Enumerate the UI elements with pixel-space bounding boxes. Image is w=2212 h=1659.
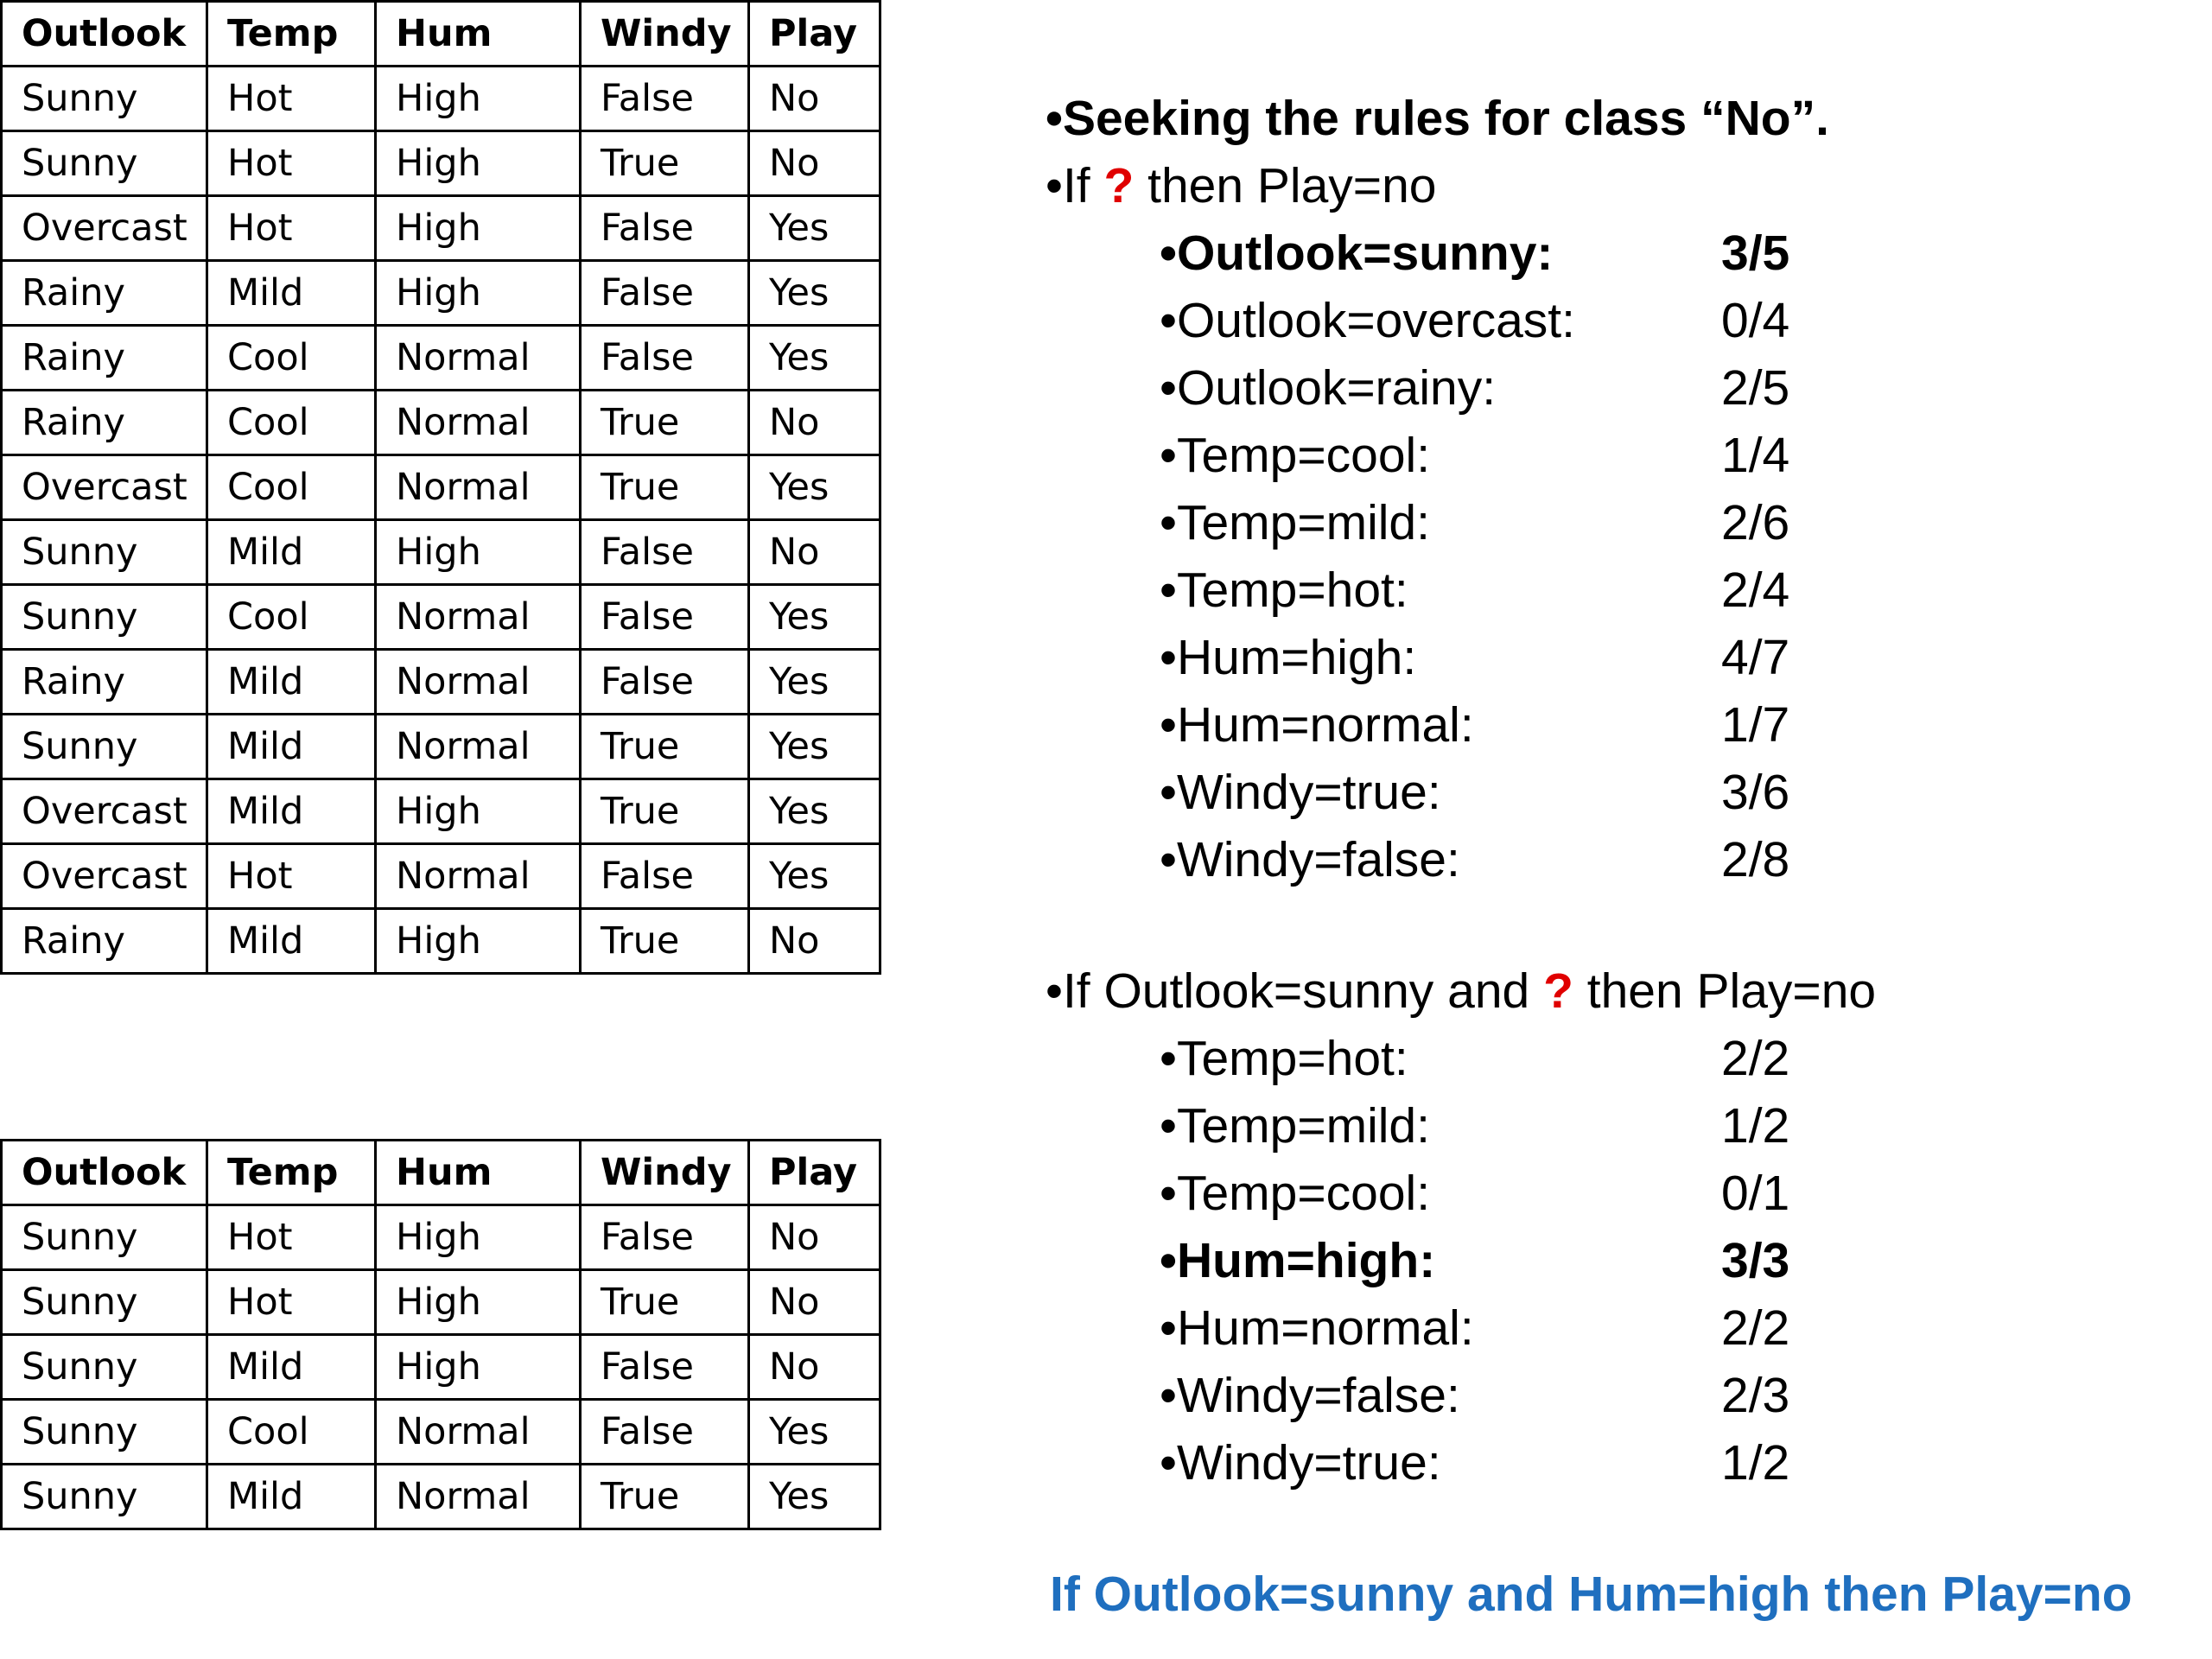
table-cell: High	[376, 1205, 581, 1270]
table-cell: Hot	[207, 131, 376, 196]
candidate-ratio: 2/3	[1721, 1368, 1790, 1423]
rule-step1-heading	[1046, 152, 2186, 219]
weather-table-full	[0, 0, 881, 975]
candidate-condition: •Outlook=rainy:	[1160, 360, 1497, 416]
table-row	[2, 326, 880, 391]
table-cell: Yes	[749, 1400, 880, 1465]
table-header-row	[2, 2, 880, 67]
column-header: Play	[749, 2, 880, 67]
rule-step1-suffix: then Play=no	[1134, 158, 1437, 213]
table-cell: Sunny	[2, 1400, 207, 1465]
table-row	[2, 650, 880, 715]
question-mark: ?	[1103, 158, 1135, 213]
table-row	[2, 715, 880, 779]
weather-table-sunny-subset	[0, 1139, 881, 1530]
table-cell: Cool	[207, 326, 376, 391]
table-cell: Yes	[749, 844, 880, 909]
table-cell: Normal	[376, 715, 581, 779]
candidate-ratio: 2/4	[1721, 563, 1790, 618]
candidate-ratio: 2/2	[1721, 1031, 1790, 1086]
table-row	[2, 520, 880, 585]
table-row	[2, 131, 880, 196]
table-cell: Normal	[376, 585, 581, 650]
rule-step2-candidates	[1046, 1025, 2186, 1497]
table-cell: Yes	[749, 326, 880, 391]
rule-conclusion: If Outlook=sunny and Hum=high then Play=no	[1050, 1567, 2133, 1622]
candidate-condition: •Hum=normal:	[1160, 1300, 1474, 1356]
table-cell: False	[581, 844, 749, 909]
table-row	[2, 779, 880, 844]
table-cell: Sunny	[2, 67, 207, 131]
candidate-condition: •Temp=hot:	[1160, 1031, 1408, 1086]
table-cell: Sunny	[2, 585, 207, 650]
table-cell: Mild	[207, 1335, 376, 1400]
rule-step2-heading	[1046, 957, 2186, 1025]
table-cell: Yes	[749, 196, 880, 261]
table-cell: False	[581, 261, 749, 326]
candidate-ratio: 1/4	[1721, 428, 1790, 483]
rule-candidate	[1046, 1160, 2186, 1227]
rule-candidate	[1046, 1429, 2186, 1497]
table-cell: False	[581, 1335, 749, 1400]
candidate-condition: •Windy=false:	[1160, 832, 1460, 887]
column-header: Temp	[207, 2, 376, 67]
table-cell: High	[376, 1270, 581, 1335]
table-cell: Hot	[207, 196, 376, 261]
table-cell: False	[581, 1400, 749, 1465]
candidate-condition: •Hum=normal:	[1160, 697, 1474, 753]
table-cell: Hot	[207, 1205, 376, 1270]
candidate-ratio: 1/2	[1721, 1435, 1790, 1491]
table-cell: No	[749, 909, 880, 974]
candidate-condition: •Hum=high:	[1160, 1233, 1436, 1288]
rule-candidate	[1046, 1092, 2186, 1160]
table-cell: True	[581, 391, 749, 455]
rule-candidate	[1046, 556, 2186, 624]
candidate-condition: •Temp=mild:	[1160, 1098, 1430, 1154]
table-cell: Cool	[207, 455, 376, 520]
table-cell: Cool	[207, 1400, 376, 1465]
rule-candidate	[1046, 489, 2186, 556]
table-row	[2, 1270, 880, 1335]
table-cell: Normal	[376, 844, 581, 909]
table-row	[2, 455, 880, 520]
candidate-condition: •Outlook=overcast:	[1160, 293, 1575, 348]
table-row	[2, 1335, 880, 1400]
candidate-condition: •Outlook=sunny:	[1160, 226, 1554, 281]
table-cell: Cool	[207, 585, 376, 650]
table-cell: True	[581, 909, 749, 974]
table-cell: Cool	[207, 391, 376, 455]
table-cell: Yes	[749, 455, 880, 520]
table-cell: Normal	[376, 650, 581, 715]
table-cell: Mild	[207, 1465, 376, 1529]
table-cell: Yes	[749, 715, 880, 779]
table-cell: False	[581, 520, 749, 585]
table-cell: False	[581, 585, 749, 650]
candidate-condition: •Windy=false:	[1160, 1368, 1460, 1423]
candidate-ratio: 2/5	[1721, 360, 1790, 416]
table-cell: Normal	[376, 391, 581, 455]
table-cell: Sunny	[2, 131, 207, 196]
table-cell: Overcast	[2, 844, 207, 909]
table-cell: Mild	[207, 520, 376, 585]
table-cell: True	[581, 1270, 749, 1335]
rules-intro: •Seeking the rules for class “No”.	[1046, 91, 1829, 146]
section-spacer	[1046, 893, 2186, 957]
table-cell: High	[376, 779, 581, 844]
rule-candidate	[1046, 1025, 2186, 1092]
candidate-ratio: 3/5	[1721, 226, 1790, 281]
table-cell: False	[581, 67, 749, 131]
rule-step2-prefix: •If Outlook=sunny and	[1046, 963, 1544, 1019]
table-cell: Sunny	[2, 1335, 207, 1400]
table-cell: Hot	[207, 1270, 376, 1335]
table-row	[2, 67, 880, 131]
table-cell: Yes	[749, 585, 880, 650]
table-cell: High	[376, 196, 581, 261]
table-row	[2, 909, 880, 974]
candidate-condition: •Temp=mild:	[1160, 495, 1430, 550]
table-cell: Yes	[749, 1465, 880, 1529]
table-cell: Rainy	[2, 326, 207, 391]
candidate-condition: •Temp=hot:	[1160, 563, 1408, 618]
table-cell: Normal	[376, 455, 581, 520]
table-cell: No	[749, 391, 880, 455]
table-cell: Rainy	[2, 261, 207, 326]
column-header: Outlook	[2, 2, 207, 67]
table-body	[2, 1205, 880, 1529]
table-cell: Sunny	[2, 1465, 207, 1529]
rule-candidate	[1046, 691, 2186, 759]
table-cell: Mild	[207, 261, 376, 326]
table-cell: No	[749, 520, 880, 585]
rule-candidate	[1046, 219, 2186, 287]
candidate-ratio: 3/6	[1721, 765, 1790, 820]
rule-candidate	[1046, 826, 2186, 893]
table-cell: No	[749, 67, 880, 131]
table-row	[2, 391, 880, 455]
table-cell: False	[581, 1205, 749, 1270]
candidate-ratio: 0/1	[1721, 1166, 1790, 1221]
candidate-ratio: 2/2	[1721, 1300, 1790, 1356]
table-cell: Sunny	[2, 1270, 207, 1335]
candidate-condition: •Temp=cool:	[1160, 428, 1431, 483]
table-row	[2, 585, 880, 650]
table-cell: False	[581, 326, 749, 391]
table-cell: Rainy	[2, 909, 207, 974]
table-cell: Yes	[749, 779, 880, 844]
table-cell: Mild	[207, 779, 376, 844]
table-cell: Mild	[207, 909, 376, 974]
table-cell: True	[581, 715, 749, 779]
candidate-ratio: 2/8	[1721, 832, 1790, 887]
rule-candidate	[1046, 759, 2186, 826]
candidate-ratio: 3/3	[1721, 1233, 1790, 1288]
rule-derivation	[1046, 85, 2186, 1497]
table-cell: True	[581, 455, 749, 520]
table-cell: No	[749, 1270, 880, 1335]
question-mark: ?	[1543, 963, 1573, 1019]
rule-candidate	[1046, 624, 2186, 691]
table-cell: High	[376, 1335, 581, 1400]
table-cell: True	[581, 779, 749, 844]
table-cell: Overcast	[2, 779, 207, 844]
table-row	[2, 1465, 880, 1529]
table-cell: Overcast	[2, 196, 207, 261]
table-cell: False	[581, 196, 749, 261]
table-cell: Mild	[207, 650, 376, 715]
column-header: Hum	[376, 1141, 581, 1205]
column-header: Temp	[207, 1141, 376, 1205]
table-cell: Sunny	[2, 520, 207, 585]
candidate-ratio: 4/7	[1721, 630, 1790, 685]
table-cell: High	[376, 131, 581, 196]
table-cell: No	[749, 131, 880, 196]
table-header-row	[2, 1141, 880, 1205]
table-cell: Overcast	[2, 455, 207, 520]
table-cell: Yes	[749, 261, 880, 326]
table-cell: High	[376, 261, 581, 326]
column-header: Windy	[581, 1141, 749, 1205]
rule-step2-suffix: then Play=no	[1573, 963, 1877, 1019]
table-cell: True	[581, 1465, 749, 1529]
rule-candidate	[1046, 287, 2186, 354]
column-header: Outlook	[2, 1141, 207, 1205]
rule-candidate	[1046, 422, 2186, 489]
table-cell: Rainy	[2, 650, 207, 715]
table-cell: Mild	[207, 715, 376, 779]
table-cell: Normal	[376, 326, 581, 391]
table-cell: Hot	[207, 67, 376, 131]
table-cell: False	[581, 650, 749, 715]
candidate-ratio: 1/2	[1721, 1098, 1790, 1154]
candidate-condition: •Windy=true:	[1160, 765, 1441, 820]
table-cell: High	[376, 520, 581, 585]
table-body	[2, 67, 880, 974]
rule-candidate	[1046, 1227, 2186, 1294]
table-row	[2, 196, 880, 261]
table-row	[2, 1205, 880, 1270]
table-cell: Normal	[376, 1400, 581, 1465]
table-cell: True	[581, 131, 749, 196]
table-cell: Yes	[749, 650, 880, 715]
table-cell: Sunny	[2, 1205, 207, 1270]
table-cell: High	[376, 909, 581, 974]
table-cell: Rainy	[2, 391, 207, 455]
rule-candidate	[1046, 354, 2186, 422]
column-header: Play	[749, 1141, 880, 1205]
rule-step1-prefix: •If	[1046, 158, 1104, 213]
column-header: Windy	[581, 2, 749, 67]
candidate-condition: •Windy=true:	[1160, 1435, 1441, 1491]
table-cell: Normal	[376, 1465, 581, 1529]
table-row	[2, 261, 880, 326]
table-row	[2, 1400, 880, 1465]
table-cell: Hot	[207, 844, 376, 909]
candidate-ratio: 2/6	[1721, 495, 1790, 550]
candidate-ratio: 0/4	[1721, 293, 1790, 348]
candidate-ratio: 1/7	[1721, 697, 1790, 753]
rule-candidate	[1046, 1362, 2186, 1429]
column-header: Hum	[376, 2, 581, 67]
table-row	[2, 844, 880, 909]
table-cell: No	[749, 1205, 880, 1270]
table-cell: High	[376, 67, 581, 131]
candidate-condition: •Temp=cool:	[1160, 1166, 1431, 1221]
rule-candidate	[1046, 1294, 2186, 1362]
rule-step1-candidates	[1046, 219, 2186, 893]
table-cell: Sunny	[2, 715, 207, 779]
candidate-condition: •Hum=high:	[1160, 630, 1417, 685]
table-cell: No	[749, 1335, 880, 1400]
